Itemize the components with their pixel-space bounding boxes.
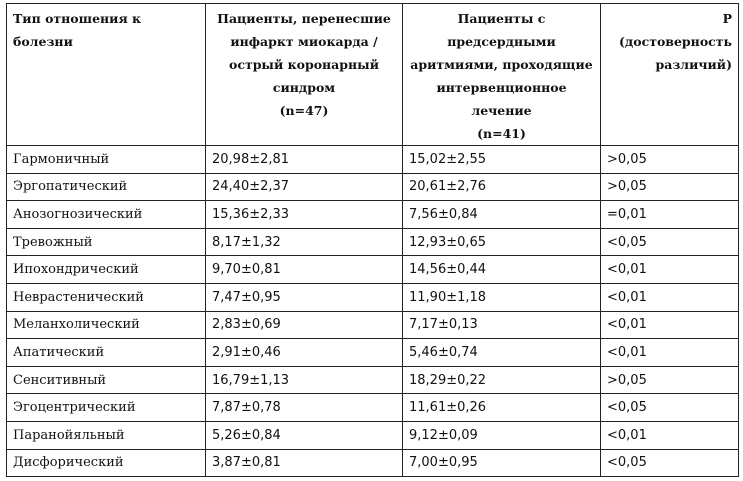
cell-mi-value: 5,26±0,84: [206, 421, 403, 449]
cell-arrhythmia-value: 9,12±0,09: [403, 421, 601, 449]
table-row: [7, 449, 739, 477]
cell-mi-value: 7,87±0,78: [206, 394, 403, 422]
cell-disease-attitude-type: Апатический: [7, 339, 206, 367]
cell-p-value: <0,01: [601, 256, 739, 284]
cell-disease-attitude-type: Неврастенический: [7, 283, 206, 311]
header-line: Тип отношения к болезни: [13, 11, 142, 49]
cell-mi-value: 2,83±0,69: [206, 311, 403, 339]
cell-p-value: <0,05: [601, 449, 739, 477]
cell-arrhythmia-value: 15,02±2,55: [403, 146, 601, 174]
cell-disease-attitude-type: Паранойяльный: [7, 421, 206, 449]
cell-disease-attitude-type: Эргопатический: [7, 173, 206, 201]
cell-arrhythmia-value: 18,29±0,22: [403, 366, 601, 394]
cell-disease-attitude-type: Эгоцентрический: [7, 394, 206, 422]
header-line: предсердными: [447, 34, 556, 49]
header-line: острый коронарный: [229, 57, 379, 72]
header-line: интервенционное лечение: [436, 80, 567, 118]
header-row: [7, 4, 739, 146]
cell-mi-value: 16,79±1,13: [206, 366, 403, 394]
cell-arrhythmia-value: 7,00±0,95: [403, 449, 601, 477]
cell-arrhythmia-value: 5,46±0,74: [403, 339, 601, 367]
header-line: синдром: [272, 80, 336, 95]
table-row: [7, 421, 739, 449]
table-row: [7, 339, 739, 367]
table-body: [7, 146, 739, 477]
cell-p-value: <0,01: [601, 283, 739, 311]
cell-arrhythmia-value: 7,17±0,13: [403, 311, 601, 339]
cell-p-value: >0,05: [601, 146, 739, 174]
cell-disease-attitude-type: Сенситивный: [7, 366, 206, 394]
cell-disease-attitude-type: Тревожный: [7, 228, 206, 256]
cell-arrhythmia-value: 20,61±2,76: [403, 173, 601, 201]
cell-mi-value: 2,91±0,46: [206, 339, 403, 367]
cell-mi-value: 8,17±1,32: [206, 228, 403, 256]
cell-arrhythmia-value: 7,56±0,84: [403, 201, 601, 229]
cell-p-value: <0,01: [601, 311, 739, 339]
cell-disease-attitude-type: Гармоничный: [7, 146, 206, 174]
cell-arrhythmia-value: 11,90±1,18: [403, 283, 601, 311]
header-p-value: [601, 4, 739, 146]
cell-arrhythmia-value: 11,61±0,26: [403, 394, 601, 422]
table-header: [7, 4, 739, 146]
cell-mi-value: 24,40±2,37: [206, 173, 403, 201]
cell-disease-attitude-type: Ипохондрический: [7, 256, 206, 284]
cell-p-value: >0,05: [601, 366, 739, 394]
header-line: инфаркт миокарда /: [230, 34, 378, 49]
cell-mi-value: 7,47±0,95: [206, 283, 403, 311]
cell-p-value: <0,05: [601, 394, 739, 422]
header-disease-attitude-type: [7, 4, 206, 146]
cell-p-value: <0,05: [601, 228, 739, 256]
header-line: Пациенты, перенесшие: [217, 11, 391, 26]
cell-mi-value: 3,87±0,81: [206, 449, 403, 477]
table-row: [7, 228, 739, 256]
table-row: [7, 394, 739, 422]
header-line: (n=47): [279, 103, 329, 118]
cell-arrhythmia-value: 14,56±0,44: [403, 256, 601, 284]
table-row: [7, 311, 739, 339]
table-row: [7, 283, 739, 311]
cell-mi-value: 9,70±0,81: [206, 256, 403, 284]
cell-arrhythmia-value: 12,93±0,65: [403, 228, 601, 256]
table-row: [7, 256, 739, 284]
cell-mi-value: 15,36±2,33: [206, 201, 403, 229]
data-table: [6, 3, 739, 477]
table-row: [7, 146, 739, 174]
table-row: [7, 173, 739, 201]
header-line: (n=41): [477, 126, 526, 141]
cell-p-value: <0,01: [601, 421, 739, 449]
header-line: P (достоверность: [619, 11, 732, 49]
header-arrhythmia-patients: [403, 4, 601, 146]
cell-mi-value: 20,98±2,81: [206, 146, 403, 174]
cell-disease-attitude-type: Меланхолический: [7, 311, 206, 339]
header-mi-patients: [206, 4, 403, 146]
cell-p-value: <0,01: [601, 339, 739, 367]
table-row: [7, 366, 739, 394]
cell-disease-attitude-type: Анозогнозический: [7, 201, 206, 229]
header-line: различий): [655, 57, 732, 72]
header-line: Пациенты с: [457, 11, 546, 26]
cell-p-value: =0,01: [601, 201, 739, 229]
cell-p-value: >0,05: [601, 173, 739, 201]
table-row: [7, 201, 739, 229]
header-line: аритмиями, проходящие: [410, 57, 593, 72]
cell-disease-attitude-type: Дисфорический: [7, 449, 206, 477]
